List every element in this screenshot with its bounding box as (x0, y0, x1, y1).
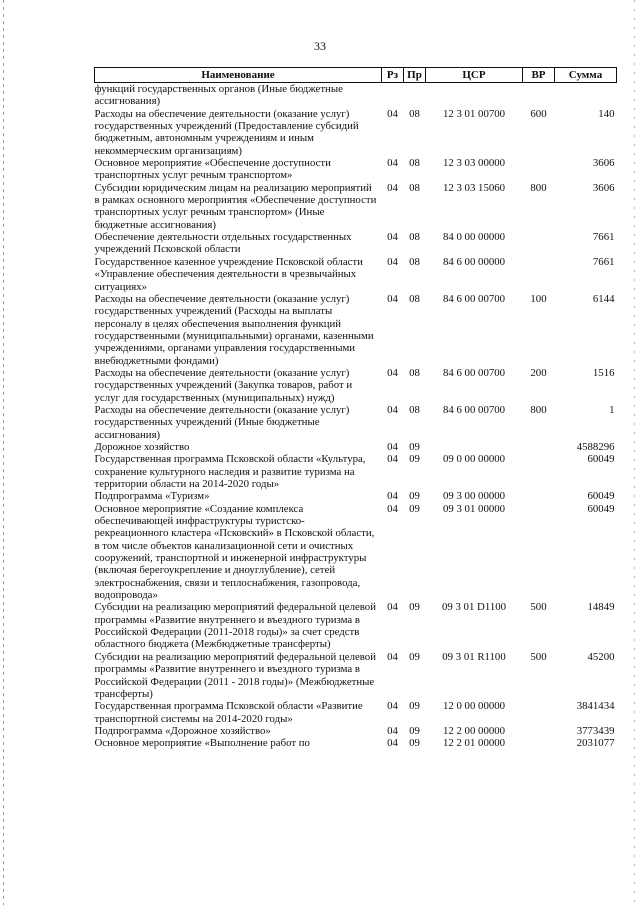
row-vr (523, 503, 555, 602)
row-vr (523, 83, 555, 108)
row-name: Расходы на обеспечение деятельности (оказание услуг) государственных учреждений (Расходы на выплаты персоналу в целях обеспечения выполнения функций государственными (муниципальными) органами, казенными учреждениями, органами управления государственными внебюджетными фондами) (94, 292, 374, 367)
row-csr: 12 0 00 00000 (442, 700, 506, 713)
row-csr (426, 441, 523, 453)
header-csr: ЦСР (426, 68, 523, 83)
row-name: Обеспечение деятельности отдельных государственных учреждений Псковской области (94, 231, 352, 256)
table-row (95, 256, 617, 293)
table-row (95, 601, 617, 650)
row-name: функций государственных органов (Иные бюджетные ассигнования) (94, 83, 343, 108)
row-csr: 09 3 01 D1100 (441, 601, 507, 614)
header-name: Наименование (95, 68, 382, 83)
row-pr: 09 (409, 650, 420, 663)
table-row (95, 367, 617, 404)
row-sum: 14849 (587, 601, 615, 614)
table-row (95, 700, 617, 725)
row-pr (404, 83, 426, 108)
row-sum: 4588296 (576, 440, 615, 453)
row-vr: 100 (530, 292, 547, 305)
row-sum: 60049 (587, 502, 615, 515)
row-rz: 04 (387, 181, 398, 194)
row-rz: 04 (387, 107, 398, 120)
row-csr: 12 3 01 00700 (442, 107, 506, 120)
row-name: Субсидии на реализацию мероприятий федеральной целевой программы «Развитие внутреннего и въездного туризма в Российской Федерации (2011 - 2018 годы)» (Межбюджетные трансферты) (94, 650, 376, 700)
row-pr: 08 (409, 157, 420, 170)
row-name: Расходы на обеспечение деятельности (оказание услуг) государственных учреждений (Закупка товаров, работ и услуг для государственных (муниципальных) нужд) (94, 366, 353, 404)
row-rz: 04 (387, 650, 398, 663)
row-sum: 140 (598, 107, 615, 120)
table-row (95, 83, 617, 108)
row-sum: 2031077 (576, 737, 615, 750)
row-csr: 84 6 00 00700 (442, 366, 506, 379)
row-pr: 09 (409, 724, 420, 737)
row-vr: 500 (530, 601, 547, 614)
row-csr: 84 0 00 00000 (442, 231, 506, 244)
row-csr: 12 3 03 15060 (442, 181, 506, 194)
row-sum: 1516 (592, 366, 615, 379)
row-name: Основное мероприятие «Выполнение работ по (94, 737, 310, 750)
row-name: Государственная программа Псковской области «Культура, сохранение культурного наследия и развитие туризма на территории области на 2014-2020 годы» (94, 453, 366, 490)
row-csr: 09 0 00 00000 (442, 453, 506, 466)
row-rz: 04 (387, 737, 398, 750)
row-vr: 800 (530, 403, 547, 416)
row-csr: 09 3 01 R1100 (442, 650, 506, 663)
row-name: Государственная программа Псковской области «Развитие транспортной системы на 2014-2020 годы» (94, 700, 363, 725)
table-row (95, 441, 617, 453)
table-row (95, 651, 617, 700)
row-csr: 12 2 00 00000 (442, 724, 506, 737)
scan-edge-left (3, 0, 4, 905)
row-sum: 60049 (587, 453, 615, 466)
row-vr (523, 700, 555, 725)
table-row (95, 737, 617, 749)
row-name: Основное мероприятие «Обеспечение доступности транспортных услуг речным транспортом» (94, 157, 331, 182)
row-sum: 6144 (592, 292, 615, 305)
row-pr: 09 (409, 737, 420, 750)
row-sum: 3606 (592, 181, 615, 194)
table-row (95, 293, 617, 367)
row-rz: 04 (387, 601, 398, 614)
row-rz: 04 (387, 255, 398, 268)
table-row (95, 725, 617, 737)
budget-table (94, 67, 617, 750)
row-rz: 04 (387, 366, 398, 379)
row-pr: 09 (409, 453, 420, 466)
table-row (95, 157, 617, 182)
table-row (95, 503, 617, 602)
row-rz (382, 83, 404, 108)
page-number: 33 (314, 39, 326, 53)
table-row (95, 453, 617, 490)
row-sum (555, 83, 617, 108)
row-sum: 45200 (587, 650, 615, 663)
row-sum: 7661 (592, 231, 615, 244)
row-rz: 04 (387, 453, 398, 466)
row-name: Основное мероприятие «Создание комплекса обеспечивающей инфраструктуры туристско-рекреационного кластера «Псковский» в Псковской области, в том числе объектов канализационной сети и очистных сооружений, транспортной и инженерной инфраструктуры (включая берегоукрепление и дноуглубление), сетей электроснабжения, связи и теплоснабжения, газопровода, водопровода» (94, 502, 375, 602)
row-rz: 04 (387, 231, 398, 244)
row-sum: 7661 (592, 255, 615, 268)
table-row (95, 108, 617, 157)
row-sum: 3606 (592, 157, 615, 170)
row-rz: 04 (387, 700, 398, 713)
row-vr: 600 (530, 107, 547, 120)
row-rz: 04 (387, 440, 398, 453)
row-name: Субсидии юридическим лицам на реализацию мероприятий в рамках основного мероприятия «Обеспечение доступности транспортных услуг речным транспортом» (Иные бюджетные ассигнования) (94, 181, 377, 231)
row-csr: 12 3 03 00000 (442, 157, 506, 170)
row-sum: 3773439 (576, 724, 615, 737)
row-rz: 04 (387, 292, 398, 305)
row-pr: 08 (409, 366, 420, 379)
row-vr (523, 725, 555, 737)
header-pr: Пр (404, 68, 426, 83)
row-csr: 12 2 01 00000 (442, 737, 506, 750)
row-vr (523, 441, 555, 453)
table-row (95, 490, 617, 502)
row-pr: 09 (409, 700, 420, 713)
row-csr: 09 3 00 00000 (442, 490, 506, 503)
row-pr: 08 (409, 403, 420, 416)
row-sum: 3841434 (576, 700, 615, 713)
row-csr: 84 6 00 00700 (442, 403, 506, 416)
row-vr (523, 453, 555, 490)
row-pr: 08 (409, 181, 420, 194)
table-row (95, 404, 617, 441)
row-csr (426, 83, 523, 108)
row-name: Субсидии на реализацию мероприятий федеральной целевой программы «Развитие внутреннего и въездного туризма в Российской Федерации (2011-2018 годы)» за счет средств областного бюджета (Межбюджетные трансферты) (94, 601, 376, 651)
row-pr: 08 (409, 255, 420, 268)
row-name: Дорожное хозяйство (94, 440, 190, 453)
row-pr: 08 (409, 231, 420, 244)
row-vr (523, 157, 555, 182)
header-rz: Рз (382, 68, 404, 83)
row-name: Подпрограмма «Дорожное хозяйство» (94, 724, 271, 737)
row-vr (523, 737, 555, 749)
row-rz: 04 (387, 502, 398, 515)
row-csr: 84 6 00 00000 (442, 255, 506, 268)
table-header-row (95, 68, 617, 83)
row-sum: 60049 (587, 490, 615, 503)
row-pr: 09 (409, 490, 420, 503)
row-vr (523, 256, 555, 293)
row-vr: 500 (530, 650, 547, 663)
row-csr: 84 6 00 00700 (442, 292, 506, 305)
row-csr: 09 3 01 00000 (442, 502, 506, 515)
row-pr: 09 (409, 502, 420, 515)
row-pr: 09 (409, 601, 420, 614)
row-rz: 04 (387, 490, 398, 503)
header-vr: ВР (523, 68, 555, 83)
row-vr (523, 231, 555, 256)
scan-edge-right (634, 0, 635, 905)
row-vr: 800 (530, 181, 547, 194)
row-rz: 04 (387, 157, 398, 170)
row-name: Государственное казенное учреждение Псковской области «Управление обеспечения деятельности в чрезвычайных ситуациях» (94, 255, 363, 293)
row-name: Расходы на обеспечение деятельности (оказание услуг) государственных учреждений (Предоставление субсидий бюджетным, автономным учреждениям и иным некоммерческим организациям) (94, 107, 359, 157)
row-rz: 04 (387, 403, 398, 416)
table-row (95, 231, 617, 256)
row-name: Подпрограмма «Туризм» (94, 490, 210, 503)
row-rz: 04 (387, 724, 398, 737)
header-sum: Сумма (555, 68, 617, 83)
row-sum: 1 (609, 403, 615, 416)
row-pr: 09 (409, 440, 420, 453)
row-vr (523, 490, 555, 502)
table-row (95, 182, 617, 231)
row-name: Расходы на обеспечение деятельности (оказание услуг) государственных учреждений (Иные бюджетные ассигнования) (94, 403, 350, 441)
row-vr: 200 (530, 366, 547, 379)
row-pr: 08 (409, 292, 420, 305)
row-pr: 08 (409, 107, 420, 120)
